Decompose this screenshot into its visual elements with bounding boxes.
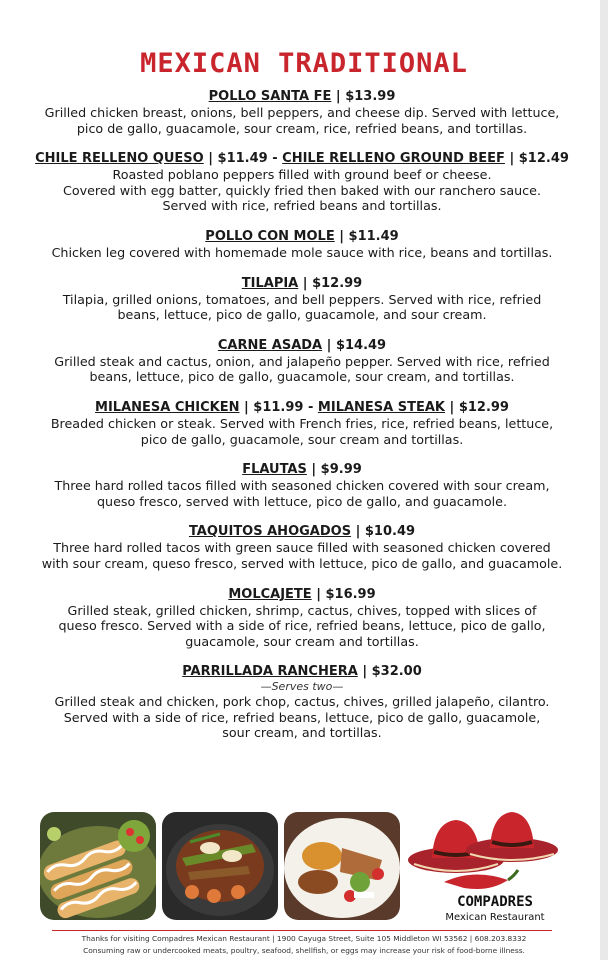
serves-note: —Serves two— — [260, 680, 344, 694]
footer-divider — [52, 930, 552, 931]
desc-line: sour cream, and tortillas. — [222, 725, 382, 741]
item-price: $11.49 — [348, 228, 399, 244]
desc-line: Grilled steak and cactus, onion, and jalapeño pepper. Served with rice, refried — [54, 353, 550, 369]
item-price-alt: $12.99 — [458, 399, 509, 415]
item-name: POLLO SANTA FE — [208, 89, 332, 104]
item-name: FLAUTAS — [242, 462, 307, 478]
menu-item — [34, 523, 570, 571]
item-description — [34, 167, 570, 214]
menu-item — [34, 461, 570, 509]
food-photo-molcajete — [162, 812, 278, 920]
item-name: MOLCAJETE — [228, 586, 312, 602]
desc-line: Grilled chicken breast, onions, bell peppers, and cheese dip. Served with lettuce, — [44, 105, 560, 120]
item-heading: CHILE RELLENO QUESO | $11.49 - CHILE RELLENO GROUND BEEF | $12.49 — [35, 151, 569, 167]
menu-item — [34, 150, 570, 214]
item-separator: - — [303, 399, 318, 415]
desc-line: Breaded chicken or steak. Served with French fries, rice, refried beans, lettuce, — [50, 415, 554, 431]
item-heading: CARNE ASADA | $14.49 — [217, 337, 387, 353]
item-price: $13.99 — [345, 89, 396, 104]
item-description — [34, 416, 570, 447]
page-edge — [600, 0, 608, 960]
desc-line: queso fresco, served with lettuce, pico de gallo, and guacamole. — [96, 493, 508, 509]
item-price: $32.00 — [371, 664, 422, 680]
menu-item — [34, 586, 570, 650]
item-price: $11.49 — [217, 151, 268, 167]
item-name: POLLO CON MOLE — [205, 228, 335, 244]
item-description — [34, 694, 570, 741]
item-description — [34, 540, 570, 571]
item-heading: TAQUITOS AHOGADOS | $10.49 — [188, 524, 416, 540]
item-price: $10.49 — [364, 524, 416, 540]
item-separator: - — [267, 151, 283, 167]
item-description — [34, 292, 570, 323]
item-name: TAQUITOS AHOGADOS — [188, 524, 352, 540]
item-heading: PARRILLADA RANCHERA | $32.00 — [182, 664, 422, 680]
item-name: CARNE ASADA — [217, 337, 323, 353]
item-description — [34, 603, 570, 650]
item-name: TILAPIA — [241, 275, 299, 291]
desc-line: Served with rice, refried beans and tortillas. — [162, 198, 442, 214]
footer-info: Thanks for visiting Compadres Mexican Restaurant | 1900 Cayuga Street, Suite 105 Middleton WI 53562 | 608.203.8332 — [81, 934, 527, 943]
desc-line: pico de gallo, guacamole, sour cream and tortillas. — [140, 431, 464, 447]
logo-subtitle: Mexican Restaurant — [445, 912, 545, 923]
desc-line: Grilled steak and chicken, pork chop, cactus, chives, grilled jalapeño, cilantro. — [54, 694, 550, 710]
item-heading: FLAUTAS | $9.99 — [242, 462, 362, 478]
desc-line: Roasted poblano peppers filled with ground beef or cheese. — [112, 167, 492, 183]
menu-item — [34, 337, 570, 385]
item-price: $12.99 — [312, 275, 363, 291]
item-name: PARRILLADA RANCHERA — [182, 664, 358, 680]
item-description — [34, 478, 570, 509]
item-price-alt: $12.49 — [518, 151, 569, 167]
item-price: $14.49 — [335, 337, 387, 353]
item-description — [34, 245, 570, 261]
item-price: $16.99 — [325, 586, 376, 602]
desc-line: Grilled steak, grilled chicken, shrimp, cactus, chives, topped with slices of — [67, 602, 537, 618]
footer-disclaimer: Consuming raw or undercooked meats, poultry, seafood, shellfish, or eggs may increase your risk of food-borne illness. — [83, 946, 525, 955]
item-name-alt: MILANESA STEAK — [317, 399, 445, 415]
item-name-alt: CHILE RELLENO GROUND BEEF — [282, 151, 505, 167]
food-photo-plate — [284, 812, 400, 920]
item-description — [34, 354, 570, 385]
desc-line: beans, lettuce, pico de gallo, guacamole, and sour cream. — [117, 307, 487, 323]
item-heading: TILAPIA | $12.99 — [241, 275, 363, 291]
menu-item — [34, 399, 570, 447]
desc-line: Tilapia, grilled onions, tomatoes, and bell peppers. Served with rice, refried — [62, 291, 542, 307]
desc-line: Covered with egg batter, quickly fried then baked with our ranchero sauce. — [63, 182, 541, 198]
item-heading: POLLO SANTA FE | $13.99 — [208, 89, 396, 104]
desc-line: beans, lettuce, pico de gallo, guacamole, sour cream, and tortillas. — [89, 369, 515, 385]
desc-line: Three hard rolled tacos with green sauce filled with seasoned chicken covered — [53, 540, 551, 556]
item-heading: MILANESA CHICKEN | $11.99 - MILANESA STEAK | $12.99 — [95, 399, 509, 415]
food-photo-enchiladas — [40, 812, 156, 920]
menu-item — [34, 228, 570, 261]
section-title: MEXICAN TRADITIONAL — [140, 48, 468, 79]
item-heading: MOLCAJETE | $16.99 — [228, 586, 376, 602]
desc-line: pico de gallo, guacamole, sour cream, rice, refried beans, and tortillas. — [76, 120, 528, 136]
menu-item — [34, 663, 570, 741]
desc-line: Chicken leg covered with homemade mole sauce with rice, beans and tortillas. — [51, 244, 553, 260]
item-name: CHILE RELLENO QUESO — [35, 151, 204, 167]
logo-name: COMPADRES — [457, 894, 533, 910]
desc-line: Served with a side of rice, refried beans, lettuce, pico de gallo, guacamole, — [63, 709, 541, 725]
item-description — [34, 105, 570, 136]
desc-line: Three hard rolled tacos filled with seasoned chicken covered with sour cream, — [54, 478, 550, 494]
item-price: $9.99 — [320, 462, 362, 478]
desc-line: with sour cream, queso fresco, served with lettuce, pico de gallo, and guacamole. — [41, 555, 563, 571]
desc-line: queso fresco. Served with a side of rice, refried beans, lettuce, pico de gallo, — [58, 618, 546, 634]
item-price: $11.99 — [253, 399, 304, 415]
item-name: MILANESA CHICKEN — [95, 399, 240, 415]
desc-line: guacamole, sour cream and tortillas. — [185, 633, 419, 649]
menu-items — [34, 88, 570, 755]
menu-item — [34, 275, 570, 323]
item-heading: POLLO CON MOLE | $11.49 — [205, 228, 399, 244]
menu-item — [34, 88, 570, 136]
